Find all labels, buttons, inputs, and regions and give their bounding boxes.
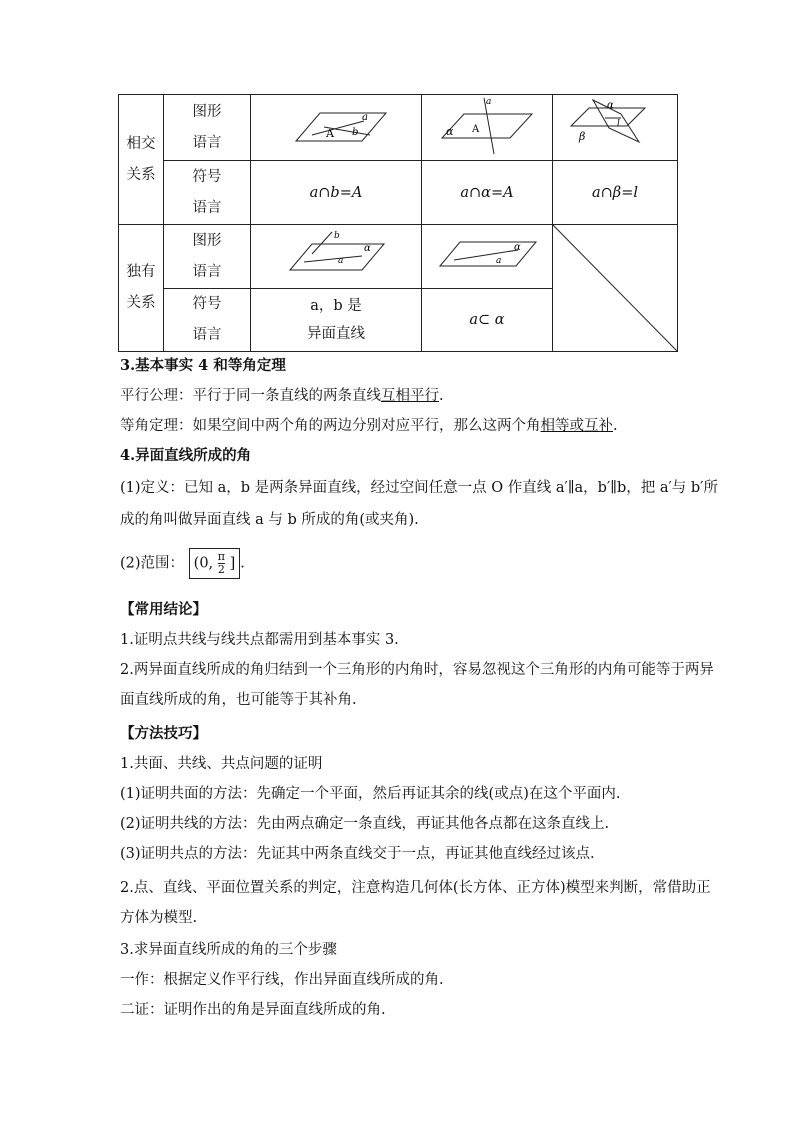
label-a: a bbox=[486, 96, 492, 107]
text: . bbox=[613, 418, 618, 434]
label-alpha: α bbox=[446, 124, 454, 138]
method-3: 3.求异面直线所成的角的三个步骤 bbox=[120, 942, 337, 958]
symbol-label bbox=[164, 161, 251, 225]
label-a: a bbox=[496, 255, 502, 266]
line-in-plane-diagram bbox=[432, 230, 542, 280]
category-unique bbox=[119, 225, 164, 352]
step-2: 二证：证明作出的角是异面直线所成的角. bbox=[120, 1002, 386, 1018]
label-A: A bbox=[326, 126, 334, 140]
text: 等角定理：如果空间中两个角的两边分别对应平行，那么这两个角 bbox=[120, 418, 541, 434]
conclusions-heading: 【常用结论】 bbox=[120, 601, 207, 618]
symbol-intersect-lines: a∩b=A bbox=[251, 161, 422, 225]
conclusion-1: 1.证明点共线与线共点都需用到基本事实 3. bbox=[120, 632, 399, 648]
label-l: l bbox=[617, 118, 620, 129]
plane-plane-diagram bbox=[565, 96, 665, 156]
text: . bbox=[240, 555, 245, 572]
method-2-line2: 方体为模型. bbox=[120, 910, 198, 926]
figure-skew-lines bbox=[251, 225, 422, 289]
label-line: 符号 bbox=[192, 168, 222, 185]
label-beta: β bbox=[579, 129, 586, 143]
skew-lines-diagram bbox=[276, 230, 396, 280]
symbol-line: 异面直线 bbox=[307, 326, 365, 342]
text: 平行公理：平行于同一条直线的两条直线 bbox=[120, 388, 381, 404]
label-line: 语言 bbox=[192, 134, 222, 151]
line-a bbox=[304, 256, 362, 262]
intersect-lines-diagram bbox=[276, 101, 396, 151]
method-1: 1.共面、共线、共点问题的证明 bbox=[120, 756, 323, 772]
label-alpha: α bbox=[364, 242, 371, 254]
figure-line-plane bbox=[422, 95, 553, 161]
label-line: 语言 bbox=[192, 199, 222, 216]
symbol-skew-lines bbox=[251, 289, 422, 352]
figure-intersect-lines bbox=[251, 95, 422, 161]
label-a: a bbox=[338, 255, 344, 266]
label-line: 图形 bbox=[192, 232, 222, 249]
parallel-axiom bbox=[120, 384, 444, 405]
category-line: 关系 bbox=[126, 295, 156, 311]
conclusion-2-line1: 2.两异面直线所成的角归结到一个三角形的内角时，容易忽视这个三角形的内角可能等于两异 bbox=[120, 662, 714, 678]
range-interval bbox=[189, 548, 241, 579]
label-b: b bbox=[334, 230, 340, 241]
label-line: 图形 bbox=[192, 103, 222, 120]
definition-line1: (1)定义：已知 a，b 是两条异面直线，经过空间任意一点 O 作直线 a′∥a，b′∥b，把 a′与 b′所 bbox=[120, 480, 718, 496]
section3-heading: 3.基本事实 4 和等角定理 bbox=[120, 357, 286, 374]
underlined-answer: 或 bbox=[569, 418, 584, 434]
symbol-line: a，b 是 bbox=[310, 298, 362, 314]
diagonal-line bbox=[553, 225, 677, 351]
underlined-answer: 互补 bbox=[584, 418, 613, 434]
step-1: 一作：根据定义作平行线，作出异面直线所成的角. bbox=[120, 972, 444, 988]
range-label: (2)范围： bbox=[120, 555, 185, 572]
label-line: 语言 bbox=[192, 327, 222, 343]
denominator: 2 bbox=[217, 563, 225, 576]
method-1b: (2)证明共线的方法：先由两点确定一条直线，再证其他各点都在这条直线上. bbox=[120, 816, 610, 832]
underlined-answer: 互相平行 bbox=[381, 388, 439, 404]
definition-line2: 成的角叫做异面直线 a 与 b 所成的角(或夹角). bbox=[120, 512, 419, 528]
range-open: (0, bbox=[193, 555, 214, 572]
conclusion-2-line2: 面直线所成的角，也可能等于其补角. bbox=[120, 692, 357, 708]
empty-diagonal-cell bbox=[553, 225, 678, 352]
label-alpha: α bbox=[514, 241, 521, 253]
category-line: 独有 bbox=[126, 264, 156, 280]
label-alpha: α bbox=[607, 99, 614, 111]
method-2-line1: 2.点、直线、平面位置关系的判定，注意构造几何体(长方体、正方体)模型来判断，常借助正 bbox=[120, 880, 711, 896]
section4-heading: 4.异面直线所成的角 bbox=[120, 447, 252, 464]
line-b-upper bbox=[312, 232, 332, 254]
label-a: a bbox=[362, 111, 368, 123]
label-A: A bbox=[472, 123, 480, 135]
symbol-plane-plane: a∩β=l bbox=[553, 161, 678, 225]
text: . bbox=[439, 388, 444, 404]
plane-shape bbox=[440, 242, 536, 266]
range-close: ] bbox=[229, 555, 236, 572]
symbol-line-plane: a∩α=A bbox=[422, 161, 553, 225]
line-a bbox=[454, 250, 518, 260]
method-1a: (1)证明共面的方法：先确定一个平面，然后再证其余的线(或点)在这个平面内. bbox=[120, 786, 621, 802]
label-line: 语言 bbox=[192, 263, 222, 280]
equal-angle-theorem bbox=[120, 414, 618, 435]
fraction bbox=[218, 551, 225, 576]
methods-heading: 【方法技巧】 bbox=[120, 725, 207, 742]
category-intersect bbox=[119, 95, 164, 225]
range-line bbox=[120, 548, 245, 579]
method-1c: (3)证明共点的方法：先证其中两条直线交于一点，再证其他直线经过该点. bbox=[120, 846, 595, 862]
figure-line-in-plane bbox=[422, 225, 553, 289]
numerator: π bbox=[217, 550, 225, 563]
symbol-label bbox=[164, 289, 251, 352]
underlined-answer: 相等 bbox=[540, 418, 570, 434]
line-plane-diagram bbox=[432, 96, 542, 156]
figure-plane-plane bbox=[553, 95, 678, 161]
graphic-label bbox=[164, 225, 251, 289]
symbol-line-in-plane: a⊂ α bbox=[422, 289, 553, 352]
graphic-label bbox=[164, 95, 251, 161]
relations-table bbox=[118, 94, 678, 352]
label-line: 符号 bbox=[192, 296, 222, 312]
category-line: 关系 bbox=[126, 166, 156, 183]
label-b: b bbox=[352, 126, 359, 138]
category-line: 相交 bbox=[126, 135, 156, 152]
